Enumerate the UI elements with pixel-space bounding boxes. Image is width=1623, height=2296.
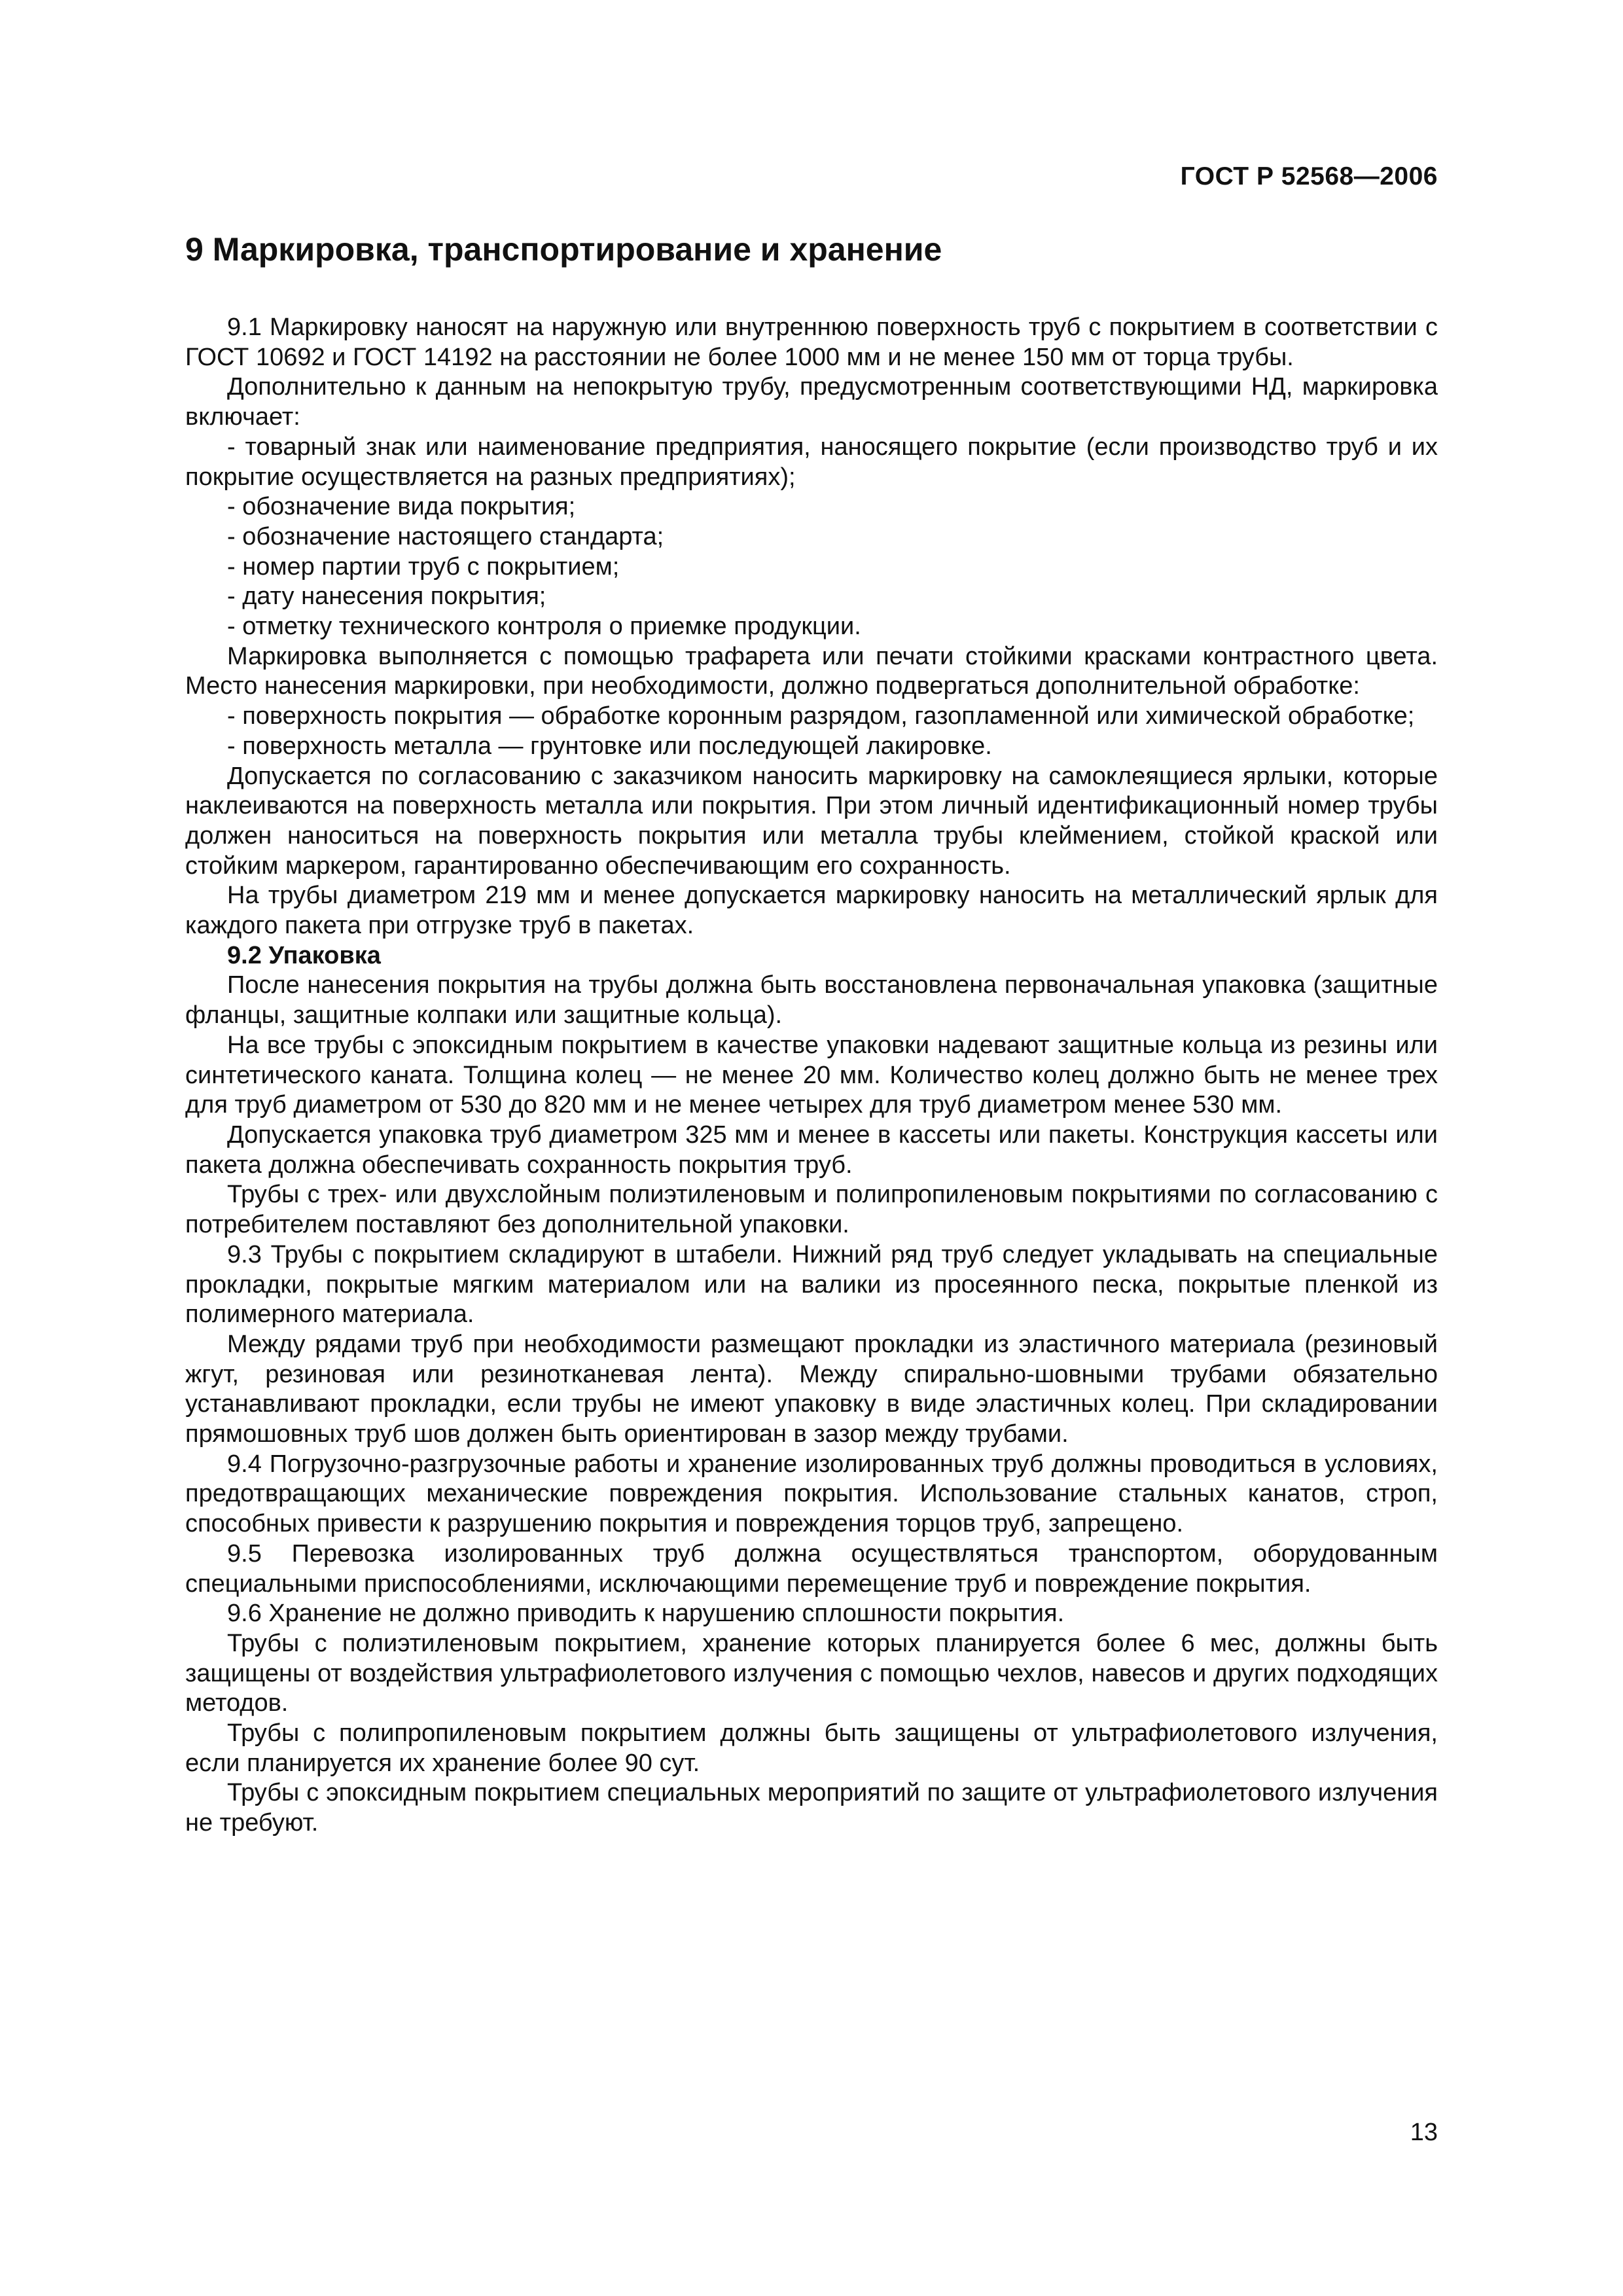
body-text	[185, 313, 1438, 1839]
section-title: 9 Маркировка, транспортирование и хранение	[185, 231, 942, 268]
list-item-coating-type: - обозначение вида покрытия;	[227, 493, 576, 521]
paragraph-spacers: Между рядами труб при необходимости размещают прокладки из эластичного материала (резиновый жгут, резиновая или резинотканевая лента). Между спирально-шовными трубами обязательно устанавливают прокладки, если трубы не имеют упаковку в виде эластичных колец. При складировании прямошовных труб шов должен быть ориентирован в зазор между трубами.	[185, 1330, 1438, 1448]
paragraph-9-6-storage: 9.6 Хранение не должно приводить к нарушению сплошности покрытия.	[227, 1600, 1065, 1628]
paragraph-cassettes: Допускается упаковка труб диаметром 325 мм и менее в кассеты или пакеты. Конструкция кассеты или пакета должна обеспечивать сохранность покрытия труб.	[185, 1121, 1438, 1179]
paragraph-9-4-handling: 9.4 Погрузочно-разгрузочные работы и хранение изолированных труб должны проводиться в условиях, предотвращающих механические повреждения покрытия. Использование стальных канатов, строп, способных привести к разрушению покрытия и повреждения торцов труб, запрещено.	[185, 1450, 1438, 1538]
document-code: ГОСТ Р 52568—2006	[1180, 162, 1438, 190]
paragraph-9-3-stacking: 9.3 Трубы с покрытием складируют в штабели. Нижний ряд труб следует укладывать на специальные прокладки, покрытые мягким материалом или на валики из просеянного песка, покрытые пленкой из полимерного материала.	[185, 1240, 1438, 1329]
list-item-standard: - обозначение настоящего стандарта;	[227, 522, 664, 550]
paragraph-no-packaging: Трубы с трех- или двухслойным полиэтиленовым и полипропиленовым покрытиями по согласованию с потребителем поставляют без дополнительной упаковки.	[185, 1181, 1438, 1239]
page-number: 13	[1410, 2119, 1438, 2146]
paragraph-protective-rings: На все трубы с эпоксидным покрытием в качестве упаковки надевают защитные кольца из резины или синтетического каната. Толщина колец — не менее 20 мм. Количество колец должно быть не менее трех для труб диаметром от 530 до 820 мм и не менее четырех для труб диаметром менее 530 мм.	[185, 1031, 1438, 1119]
paragraph-epoxy-uv: Трубы с эпоксидным покрытием специальных мероприятий по защите от ультрафиолетового излучения не требуют.	[185, 1779, 1438, 1837]
paragraph-9-5-transport: 9.5 Перевозка изолированных труб должна осуществляться транспортом, оборудованным специальными приспособлениями, исключающими перемещение труб и повреждение покрытия.	[185, 1539, 1438, 1598]
paragraph-polypropylene-uv: Трубы с полипропиленовым покрытием должны быть защищены от ультрафиолетового излучения, если планируется их хранение более 90 сут.	[185, 1719, 1438, 1777]
list-item-coating-date: - дату нанесения покрытия;	[227, 583, 546, 611]
list-item-batch-number: - номер партии труб с покрытием;	[227, 552, 620, 581]
paragraph-adhesive-labels: Допускается по согласованию с заказчиком наносить маркировку на самоклеящиеся ярлыки, которые наклеиваются на поверхность металла или покрытия. При этом личный идентификационный номер трубы должен наноситься на поверхность покрытия или металла трубы клеймением, стойкой краской или стойким маркером, гарантированно обеспечивающим его сохранность.	[185, 762, 1438, 880]
paragraph-marking-includes: Дополнительно к данным на непокрытую трубу, предусмотренным соответствующими НД, маркировка включает:	[185, 373, 1438, 431]
list-item-metal-surface: - поверхность металла — грунтовке или последующей лакировке.	[227, 732, 992, 760]
paragraph-metal-tag: На трубы диаметром 219 мм и менее допускается маркировку наносить на металлический ярлык для каждого пакета при отгрузке труб в пакетах.	[185, 882, 1438, 940]
paragraph-stencil-marking: Маркировка выполняется с помощью трафарета или печати стойкими красками контрастного цвета. Место нанесения маркировки, при необходимости, должно подвергаться дополнительной обработке:	[185, 642, 1438, 700]
paragraph-9-1-marking: 9.1 Маркировку наносят на наружную или внутреннюю поверхность труб с покрытием в соответствии с ГОСТ 10692 и ГОСТ 14192 на расстоянии не более 1000 мм и не менее 150 мм от торца трубы.	[185, 314, 1438, 371]
paragraph-polyethylene-uv: Трубы с полиэтиленовым покрытием, хранение которых планируется более 6 мес, должны быть защищены от воздействия ультрафиолетового излучения с помощью чехлов, навесов и других подходящих методов.	[185, 1629, 1438, 1717]
subsection-heading-9-2: 9.2 Упаковка	[227, 941, 381, 969]
list-item-coating-surface: - поверхность покрытия — обработке коронным разрядом, газопламенной или химической обработке;	[227, 702, 1415, 730]
list-item-trademark: - товарный знак или наименование предприятия, наносящего покрытие (если производство труб и их покрытие осуществляется на разных предприятиях);	[185, 433, 1438, 491]
list-item-inspection-mark: - отметку технического контроля о приемке продукции.	[227, 613, 861, 641]
paragraph-original-packaging: После нанесения покрытия на трубы должна быть восстановлена первоначальная упаковка (защитные фланцы, защитные колпаки или защитные кольца).	[185, 971, 1438, 1030]
